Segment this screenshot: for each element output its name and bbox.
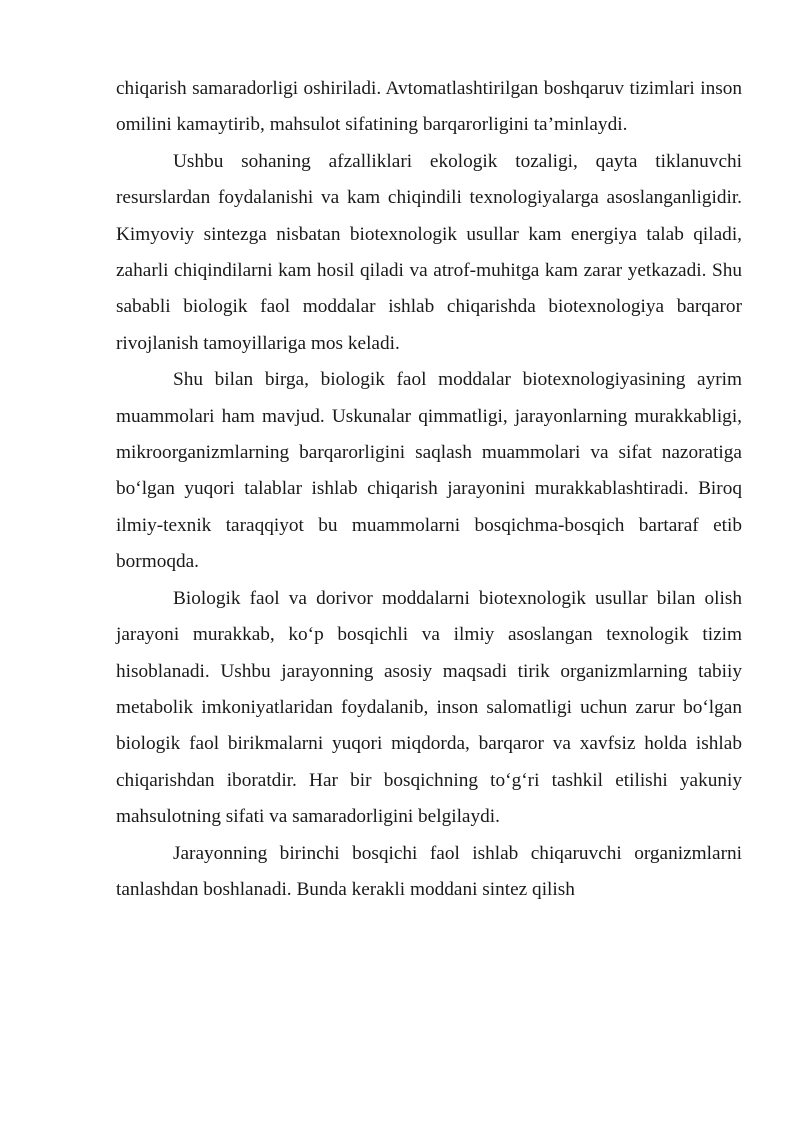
paragraph-first-stage: Jarayonning birinchi bosqichi faol ishlab chiqaruvchi organizmlarni tanlashdan boshlanadi. Bunda kerakli moddani sintez qilish [116, 842, 742, 900]
paragraph-advantages: Ushbu sohaning afzalliklari ekologik tozaligi, qayta tiklanuvchi resurslardan foydalanishi va kam chiqindili texnologiyalarga asoslanganligidir. Kimyoviy sintezga nisbatan biotexnologik usullar kam energiya talab qiladi, zaharli chiqindilarni kam hosil qiladi va atrof-muhitga kam zarar yetkazadi. Shu sababli biologik faol moddalar ishlab chiqarishda biotexnologiya barqaror rivojlanish tamoyillariga mos keladi. [116, 150, 742, 354]
document-body [116, 71, 742, 908]
paragraph-process-overview: Biologik faol va dorivor moddalarni biotexnologik usullar bilan olish jarayoni murakkab, ko‘p bosqichli va ilmiy asoslangan texnologik tizim hisoblanadi. Ushbu jarayonning asosiy maqsadi tirik organizmlarning tabiiy metabolik imkoniyatlaridan foydalanib, inson salomatligi uchun zarur bo‘lgan biologik faol birikmalarni yuqori miqdorda, barqaror va xavfsiz holda ishlab chiqarishdan iboratdir. Har bir bosqichning to‘g‘ri tashkil etilishi yakuniy mahsulotning sifati va samaradorligini belgilaydi. [116, 587, 742, 828]
paragraph-continuation: chiqarish samaradorligi oshiriladi. Avtomatlashtirilgan boshqaruv tizimlari inson omilini kamaytirib, mahsulot sifatining barqarorligini ta’minlaydi. [116, 78, 742, 136]
paragraph-problems: Shu bilan birga, biologik faol moddalar biotexnologiyasining ayrim muammolari ham mavjud. Uskunalar qimmatligi, jarayonlarning murakkabligi, mikroorganizmlarning barqarorligini saqlash muammolari va sifat nazoratiga bo‘lgan yuqori talablar ishlab chiqarish jarayonini murakkablashtiradi. Biroq ilmiy-texnik taraqqiyot bu muammolarni bosqichma-bosqich bartaraf etib bormoqda. [116, 369, 742, 573]
